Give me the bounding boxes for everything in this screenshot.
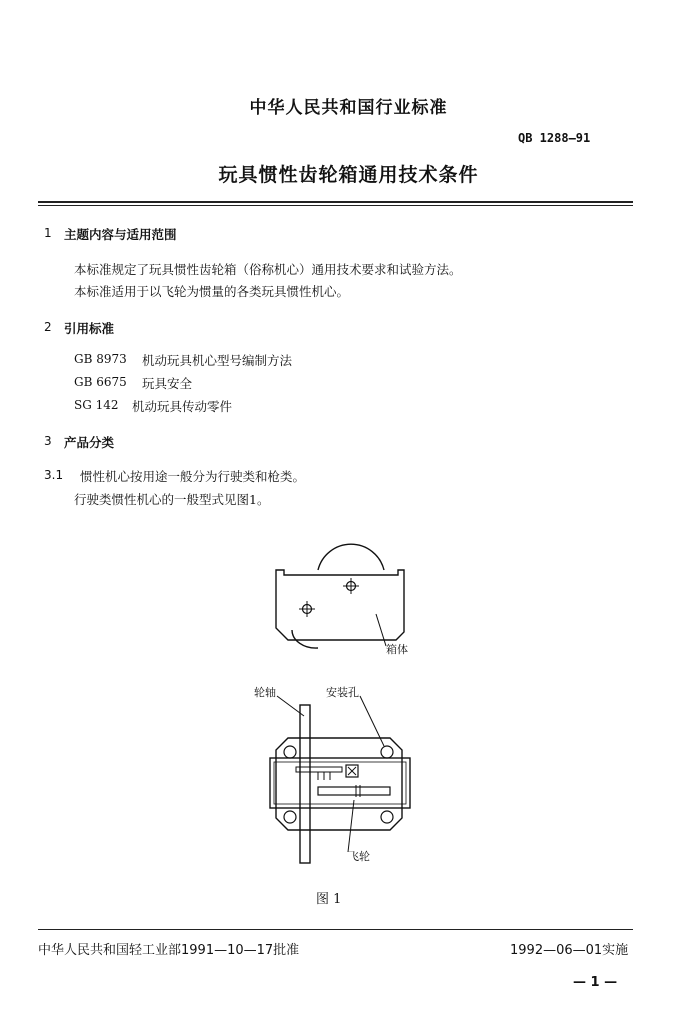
flywheel xyxy=(318,787,390,795)
label-axle: 轮轴 xyxy=(254,686,276,699)
mounting-hole xyxy=(284,811,296,823)
org-title: 中华人民共和国行业标准 xyxy=(249,98,448,118)
wheel-upper-arc xyxy=(318,544,384,570)
section-3-number: 3 xyxy=(44,434,52,448)
section-1-paragraph-1: 本标准规定了玩具惯性齿轮箱（俗称机心）通用技术要求和试验方法。 xyxy=(74,262,462,277)
footer-rule xyxy=(38,929,633,930)
page-number: — 1 — xyxy=(573,975,618,990)
gearbox-inner-housing xyxy=(270,758,410,808)
label-flywheel: 飞轮 xyxy=(348,850,370,863)
gear-shaft xyxy=(296,767,342,772)
label-mounting-hole: 安装孔 xyxy=(326,686,359,699)
clause-3-1-text-2: 行驶类惯性机心的一般型式见图1。 xyxy=(74,492,270,507)
section-1-title: 主题内容与适用范围 xyxy=(64,227,177,242)
wheel-lower-arc xyxy=(292,630,318,648)
section-2-title: 引用标准 xyxy=(64,321,115,336)
clause-3-1-number: 3.1 xyxy=(44,468,64,482)
mounting-hole xyxy=(381,811,393,823)
gearbox-top-plate xyxy=(276,738,402,830)
section-1-paragraph-2: 本标准适用于以飞轮为惯量的各类玩具惯性机心。 xyxy=(74,284,350,299)
standard-code: QB 1288—91 xyxy=(518,131,591,145)
section-2-number: 2 xyxy=(44,320,52,334)
approval-note: 中华人民共和国轻工业部1991—10—17批准 xyxy=(38,943,300,958)
reference-code: GB 6675 xyxy=(74,375,127,389)
section-1-number: 1 xyxy=(44,226,52,240)
label-gearbox: 箱体 xyxy=(386,643,408,656)
reference-title: 玩具安全 xyxy=(142,376,193,391)
reference-title: 机动玩具传动零件 xyxy=(132,399,233,414)
wheel-axle xyxy=(300,705,310,863)
figure-caption: 图 1 xyxy=(316,892,342,907)
effective-date: 1992—06—01实施 xyxy=(510,943,629,958)
reference-code: GB 8973 xyxy=(74,352,127,366)
clause-3-1-text: 惯性机心按用途一般分为行驶类和枪类。 xyxy=(80,469,306,484)
mounting-hole xyxy=(381,746,393,758)
section-3-title: 产品分类 xyxy=(64,435,115,450)
reference-code: SG 142 xyxy=(74,398,119,412)
reference-title: 机动玩具机心型号编制方法 xyxy=(142,353,293,368)
mounting-hole xyxy=(284,746,296,758)
document-title: 玩具惯性齿轮箱通用技术条件 xyxy=(218,164,479,186)
gearbox-body-outline xyxy=(276,570,404,640)
